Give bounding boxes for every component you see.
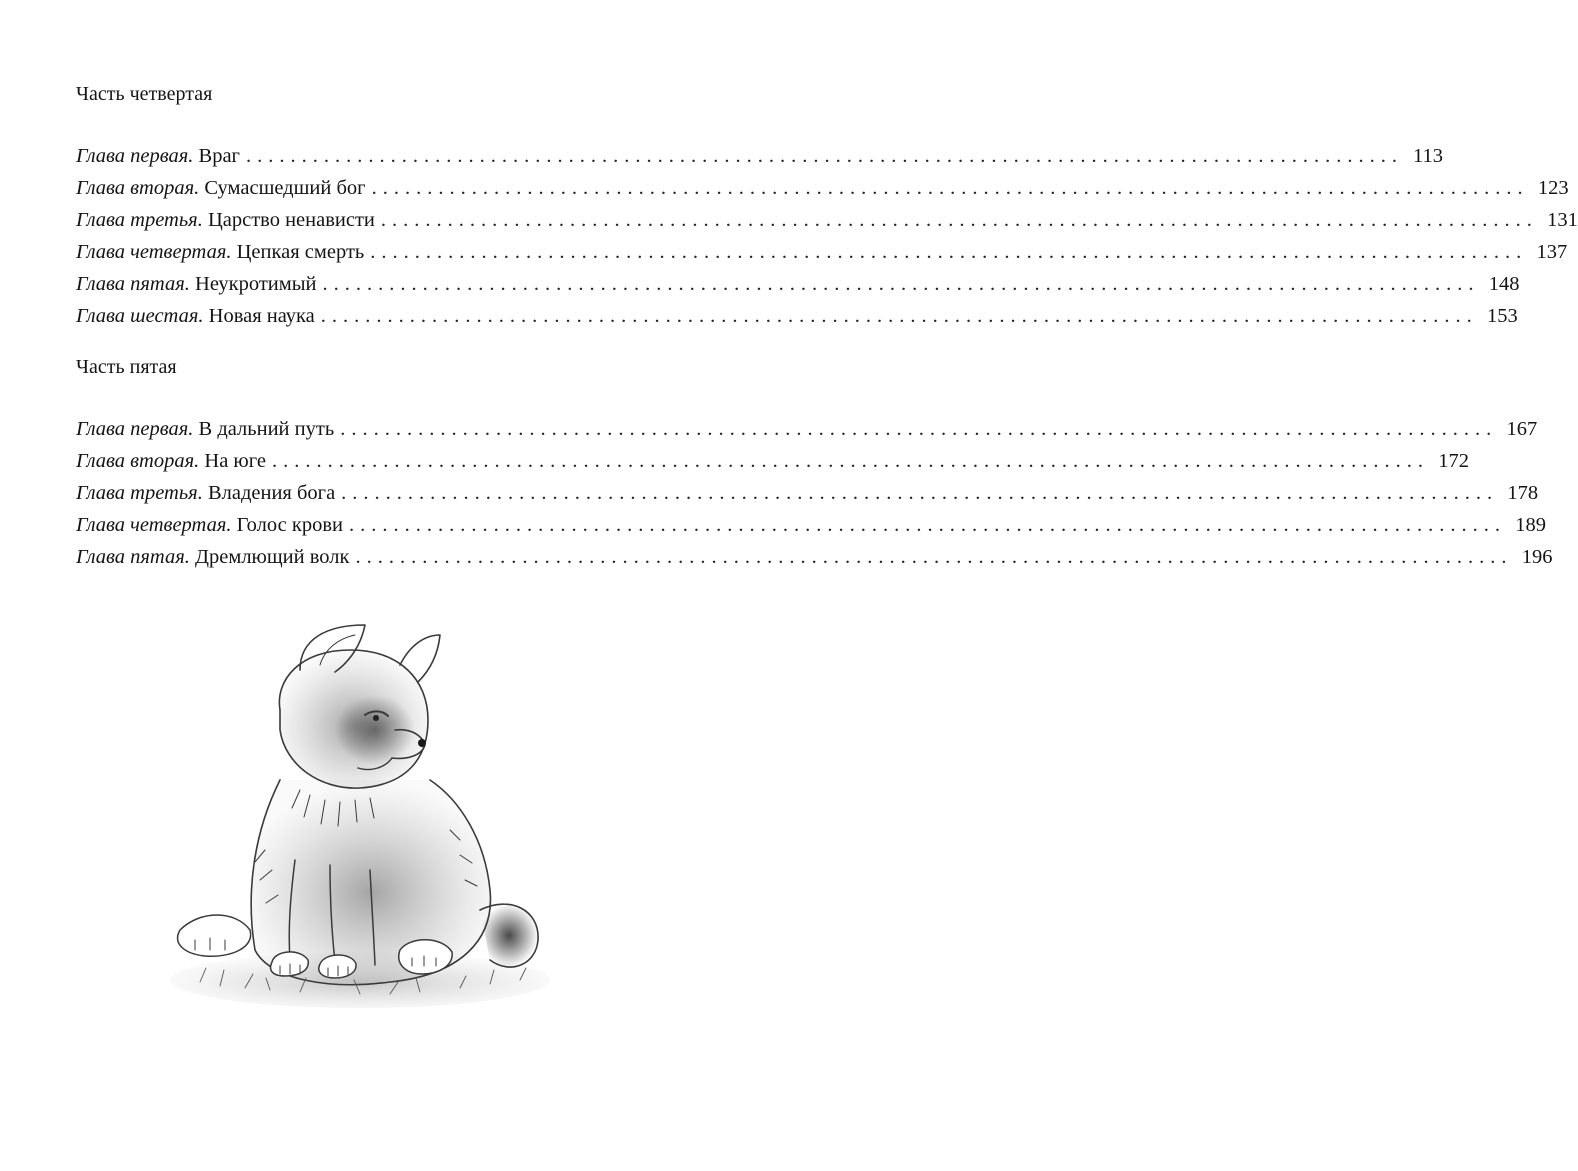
chapter-label: Глава четвертая.: [76, 241, 232, 263]
chapter-title: Сумасшедший бог: [204, 177, 366, 199]
dot-leader: ........................................................................................................: [245, 145, 1403, 167]
toc-entry[interactable]: [76, 300, 1518, 332]
chapter-title: Новая наука: [208, 305, 315, 327]
page-number: 123: [1537, 177, 1569, 199]
toc-entry[interactable]: [76, 236, 1568, 268]
dot-leader: ........................................................................................................: [340, 418, 1498, 440]
part-title: Часть четвертая: [76, 83, 213, 105]
chapter-label: Глава пятая.: [76, 273, 190, 295]
chapter-label: Глава третья.: [76, 209, 203, 231]
chapter-label: Глава вторая.: [76, 450, 200, 472]
chapter-label: Глава первая.: [76, 145, 194, 167]
chapter-list: [76, 413, 1553, 573]
chapter-label: Глава третья.: [76, 482, 203, 504]
page-number: 137: [1536, 241, 1568, 263]
dot-leader: ........................................................................................................: [371, 177, 1529, 199]
toc-entry[interactable]: [76, 413, 1538, 445]
chapter-title: Неукротимый: [195, 273, 317, 295]
chapter-title: Враг: [198, 145, 240, 167]
toc-entry[interactable]: [76, 477, 1539, 509]
toc-part-four: [76, 82, 1578, 332]
toc-entry[interactable]: [76, 445, 1469, 477]
page-number: 172: [1438, 450, 1469, 472]
toc-entry[interactable]: [76, 204, 1578, 236]
chapter-title: Царство ненависти: [207, 209, 375, 231]
page-number: 189: [1515, 514, 1546, 536]
dot-leader: ........................................................................................................: [370, 241, 1528, 263]
dot-leader: ........................................................................................................: [320, 305, 1478, 327]
dot-leader: ........................................................................................................: [348, 514, 1506, 536]
dot-leader: ........................................................................................................: [380, 209, 1538, 231]
chapter-list: [76, 140, 1578, 332]
part-title: Часть пятая: [76, 356, 177, 378]
page-number: 196: [1521, 546, 1553, 568]
chapter-label: Глава вторая.: [76, 177, 200, 199]
toc-part-five: [76, 355, 1553, 573]
chapter-label: Глава пятая.: [76, 546, 190, 568]
toc-entry[interactable]: [76, 172, 1569, 204]
toc-entry[interactable]: [76, 509, 1546, 541]
chapter-label: Глава первая.: [76, 418, 194, 440]
toc-entry[interactable]: [76, 140, 1443, 172]
dot-leader: ........................................................................................................: [341, 482, 1499, 504]
chapter-label: Глава шестая.: [76, 305, 204, 327]
chapter-title: В дальний путь: [198, 418, 335, 440]
page-number: 178: [1507, 482, 1539, 504]
wolf-cub-sketch-icon: [160, 610, 560, 1020]
chapter-title: Цепкая смерть: [236, 241, 365, 263]
dot-leader: ........................................................................................................: [355, 546, 1513, 568]
toc-entry[interactable]: [76, 268, 1520, 300]
chapter-title: Голос крови: [236, 514, 343, 536]
dot-leader: ........................................................................................................: [271, 450, 1429, 472]
page-number: 167: [1506, 418, 1538, 440]
chapter-title: Дремлющий волк: [195, 546, 350, 568]
page-number: 131: [1547, 209, 1578, 231]
chapter-label: Глава четвертая.: [76, 514, 232, 536]
toc-entry[interactable]: [76, 541, 1553, 573]
chapter-title: Владения бога: [207, 482, 336, 504]
chapter-title: На юге: [204, 450, 266, 472]
page-number: 153: [1487, 305, 1518, 327]
dot-leader: ........................................................................................................: [322, 273, 1480, 295]
page-number: 113: [1412, 145, 1443, 167]
page-number: 148: [1488, 273, 1520, 295]
